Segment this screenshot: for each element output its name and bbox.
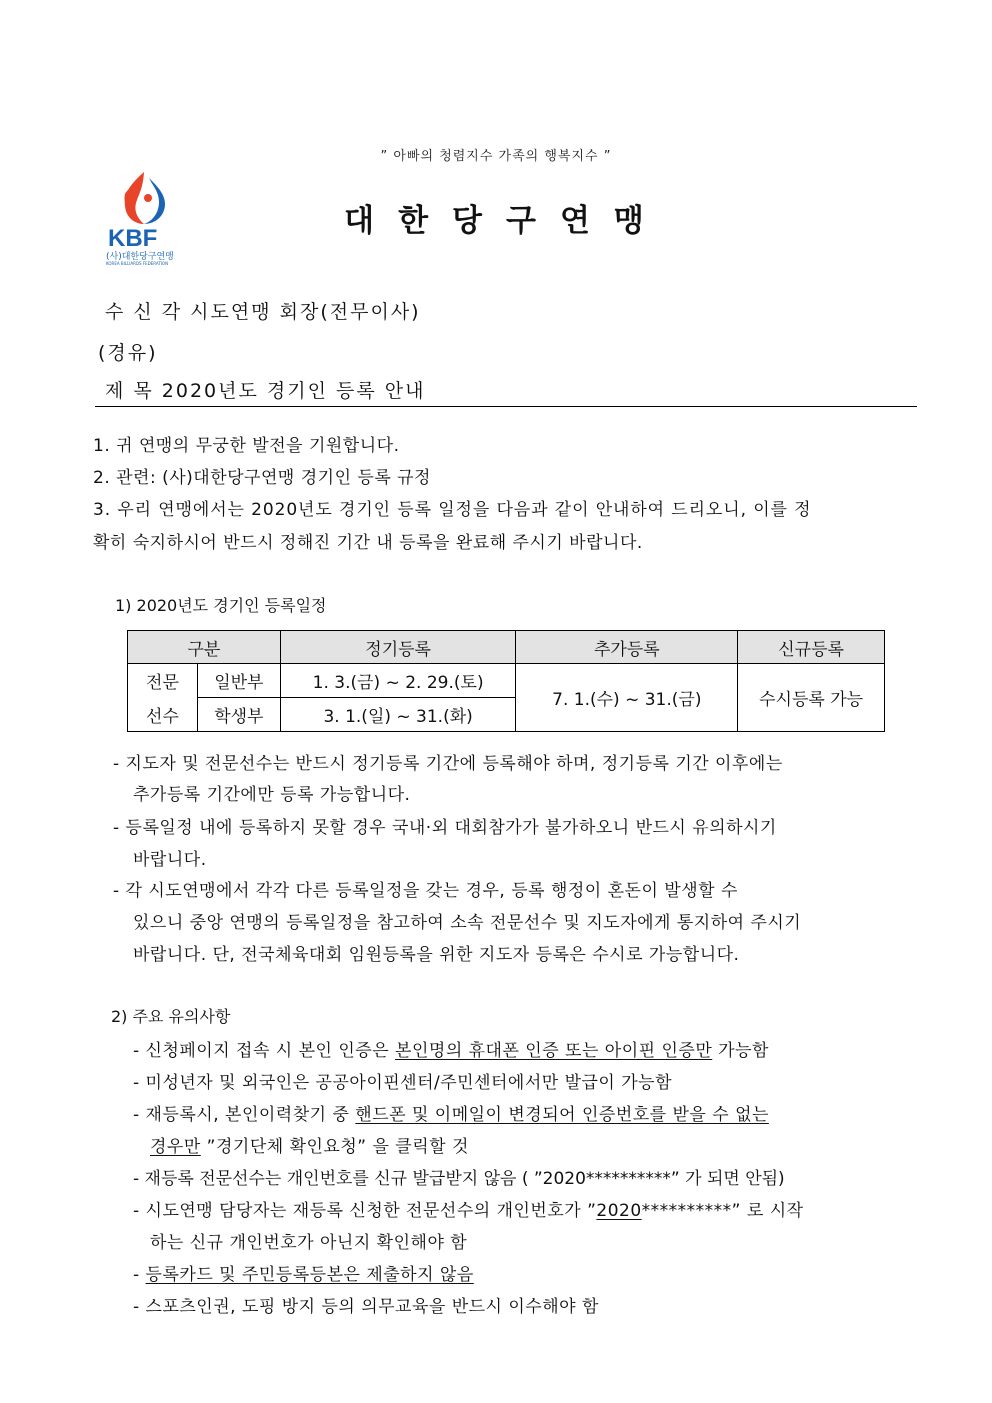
header-category: 구분 [128, 631, 281, 664]
motto: ” 아빠의 청렴지수 가족의 행복지수 ” [380, 149, 612, 164]
recipient: 수 신 각 시도연맹 회장(전무이사) [105, 301, 421, 323]
table-header-row [128, 631, 885, 664]
caution-3-line-1: - 재등록시, 본인이력찾기 중 핸드폰 및 이메일이 변경되어 인증번호를 받을 수 없는 [133, 1105, 769, 1125]
caution-5-line-2: 하는 신규 개인번호가 아닌지 확인해야 함 [150, 1233, 468, 1253]
caution-2: - 미성년자 및 외국인은 공공아이핀센터/주민센터에서만 발급이 가능함 [133, 1073, 673, 1093]
caution-4: - 재등록 전문선수는 개인번호를 신규 발급받지 않음 ( ”2020**********” 가 되면 안됨) [133, 1169, 785, 1189]
organization-title: 대한당구연맹 [344, 203, 668, 239]
regular-general: 1. 3.(금) ~ 2. 29.(토) [280, 664, 516, 698]
group-label-top: 전문 [128, 664, 198, 698]
svg-text:KOREA BILLIARDS FEDERATION: KOREA BILLIARDS FEDERATION [106, 261, 169, 266]
new-registration: 수시등록 가능 [738, 664, 885, 732]
caution-3-line-2: 경우만 ”경기단체 확인요청” 을 클릭할 것 [150, 1137, 469, 1157]
svg-text:(사)대한당구연맹: (사)대한당구연맹 [106, 252, 174, 262]
header-regular: 정기등록 [280, 631, 516, 664]
regular-student: 3. 1.(일) ~ 31.(화) [280, 698, 516, 732]
row-label-student: 학생부 [197, 698, 280, 732]
caution-1: - 신청페이지 접속 시 본인 인증은 본인명의 휴대폰 인증 또는 아이핀 인증만 가능함 [133, 1041, 769, 1061]
note-1-line-2: 추가등록 기간에만 등록 가능합니다. [133, 785, 411, 805]
group-label-bottom: 선수 [128, 698, 198, 732]
caution-7: - 스포츠인권, 도핑 방지 등의 의무교육을 반드시 이수해야 함 [133, 1297, 599, 1317]
paragraph-3-line-1: 3. 우리 연맹에서는 2020년도 경기인 등록 일정을 다음과 같이 안내하여 드리오니, 이를 정 [93, 500, 812, 520]
paragraph-1: 1. 귀 연맹의 무궁한 발전을 기원합니다. [93, 436, 400, 456]
section-2-title: 2) 주요 유의사항 [111, 1007, 231, 1026]
note-3-line-1: - 각 시도연맹에서 각각 다른 등록일정을 갖는 경우, 등록 행정이 혼돈이 발생할 수 [113, 881, 738, 901]
row-label-general: 일반부 [197, 664, 280, 698]
caution-5-line-1: - 시도연맹 담당자는 재등록 신청한 전문선수의 개인번호가 ”2020**********” 로 시작 [133, 1201, 804, 1221]
logo-text: KBF [108, 225, 158, 252]
paragraph-2: 2. 관련: (사)대한당구연맹 경기인 등록 규정 [93, 468, 431, 488]
note-2-line-1: - 등록일정 내에 등록하지 못할 경우 국내·외 대회참가가 불가하오니 반드시 유의하시기 [113, 818, 777, 838]
table-row [128, 664, 885, 698]
schedule-table [127, 630, 885, 732]
additional-period: 7. 1.(수) ~ 31.(금) [516, 664, 738, 732]
note-1-line-1: - 지도자 및 전문선수는 반드시 정기등록 기간에 등록해야 하며, 정기등록 기간 이후에는 [113, 754, 783, 774]
header-additional: 추가등록 [516, 631, 738, 664]
subject: 제 목 2020년도 경기인 등록 안내 [105, 380, 426, 402]
section-1-title: 1) 2020년도 경기인 등록일정 [115, 596, 327, 615]
note-2-line-2: 바랍니다. [133, 850, 207, 870]
note-3-line-2: 있으니 중앙 연맹의 등록일정을 참고하여 소속 전문선수 및 지도자에게 통지하여 주시기 [133, 913, 802, 933]
via: (경유) [98, 342, 158, 364]
paragraph-3-line-2: 확히 숙지하시어 반드시 정해진 기간 내 등록을 완료해 주시기 바랍니다. [93, 533, 643, 553]
divider [95, 406, 917, 407]
header-new: 신규등록 [738, 631, 885, 664]
note-3-line-3: 바랍니다. 단, 전국체육대회 임원등록을 위한 지도자 등록은 수시로 가능합니다. [133, 945, 740, 965]
caution-6: - 등록카드 및 주민등록등본은 제출하지 않음 [133, 1265, 474, 1285]
